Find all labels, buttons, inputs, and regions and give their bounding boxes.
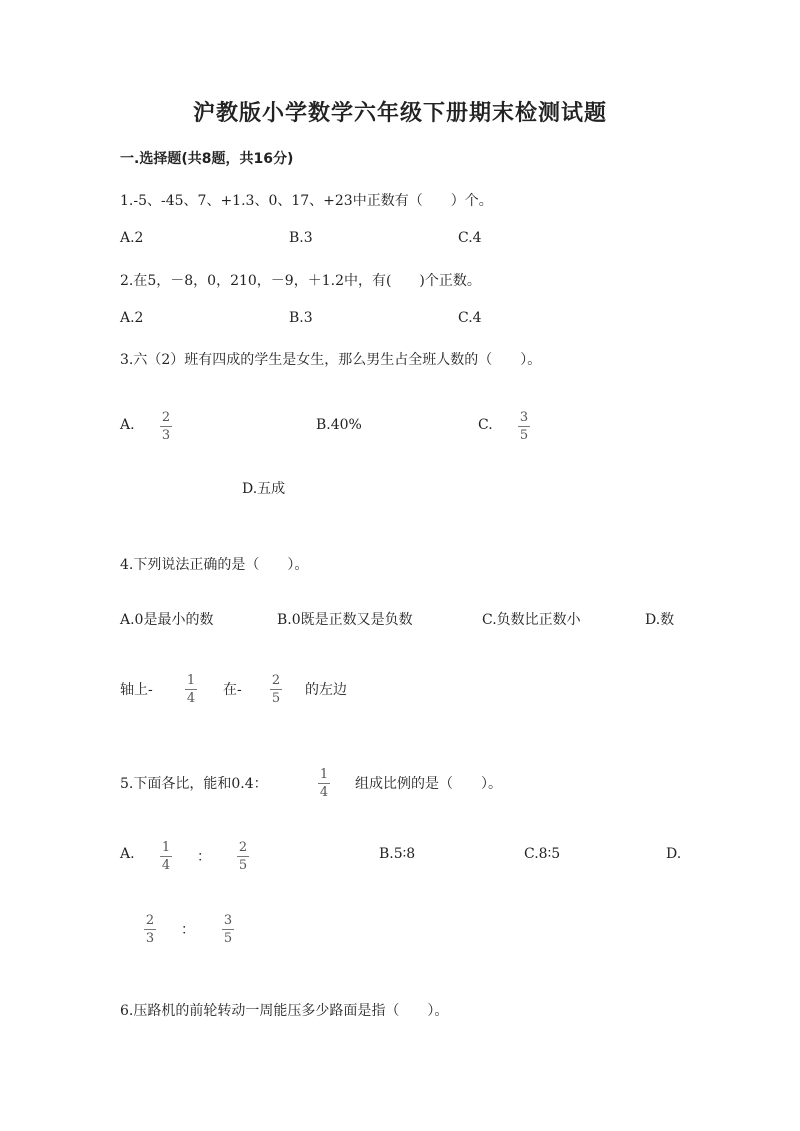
- q4-option-d-cont-3: 的左边: [305, 682, 347, 698]
- q5-option-d-label: D.: [666, 846, 682, 862]
- q4-fraction-2: [270, 673, 282, 706]
- fraction-numerator: 1: [161, 840, 171, 855]
- q5-fraction: [318, 767, 330, 800]
- question-3: 3.六（2）班有四成的学生是女生，那么男生占全班人数的（ ）。: [120, 352, 542, 368]
- q4-option-d: D.数: [645, 612, 675, 628]
- fraction-denominator: 5: [223, 931, 233, 946]
- fraction-numerator: 3: [519, 410, 529, 425]
- q5-option-b: B.5∶8: [379, 846, 416, 862]
- fraction-denominator: 4: [161, 858, 171, 873]
- question-4: 4.下列说法正确的是（ ）。: [120, 557, 309, 573]
- page-title: 沪教版小学数学六年级下册期末检测试题: [192, 101, 607, 126]
- q2-option-a: A.2: [120, 310, 144, 326]
- fraction-denominator: 3: [161, 428, 171, 443]
- q1-option-b: B.3: [289, 230, 313, 246]
- q4-fraction-1: [185, 673, 197, 706]
- q3-option-a-fraction: [160, 410, 172, 443]
- q3-option-d: D.五成: [242, 481, 286, 497]
- q1-option-c: C.4: [458, 230, 482, 246]
- q5-option-d-fraction-1: [144, 913, 156, 946]
- fraction-denominator: 3: [145, 931, 155, 946]
- fraction-denominator: 4: [319, 785, 329, 800]
- fraction-numerator: 1: [319, 767, 329, 782]
- fraction-numerator: 1: [186, 673, 196, 688]
- q4-option-b: B.0既是正数又是负数: [277, 612, 413, 628]
- q4-option-d-cont-2: 在-: [223, 682, 242, 698]
- question-5-part-2: 组成比例的是（ ）。: [355, 776, 502, 792]
- q5-option-d-colon: ：: [181, 922, 195, 938]
- q5-option-a-colon: ：: [197, 849, 211, 865]
- fraction-numerator: 2: [145, 913, 155, 928]
- q4-option-a: A.0是最小的数: [120, 612, 214, 628]
- q4-option-d-cont-1: 轴上-: [120, 682, 153, 698]
- fraction-denominator: 4: [186, 691, 196, 706]
- fraction-denominator: 5: [519, 428, 529, 443]
- q4-option-c: C.负数比正数小: [482, 612, 581, 628]
- q3-option-c-fraction: [518, 410, 530, 443]
- fraction-denominator: 5: [271, 691, 281, 706]
- q5-option-a-label: A.: [120, 846, 135, 862]
- q5-option-a-fraction-2: [237, 840, 249, 873]
- q3-option-c-label: C.: [478, 417, 493, 433]
- q2-option-b: B.3: [289, 310, 313, 326]
- q5-option-d-fraction-2: [222, 913, 234, 946]
- q3-option-b: B.40%: [316, 417, 362, 433]
- q5-option-c: C.8∶5: [524, 846, 561, 862]
- q1-option-a: A.2: [120, 230, 144, 246]
- fraction-numerator: 2: [271, 673, 281, 688]
- fraction-numerator: 2: [238, 840, 248, 855]
- question-5-part-1: 5.下面各比，能和0.4：: [120, 776, 268, 792]
- question-2: 2.在5，－8，0，210，－9，＋1.2中，有( )个正数。: [120, 273, 481, 289]
- q5-option-a-fraction-1: [160, 840, 172, 873]
- fraction-numerator: 2: [161, 410, 171, 425]
- q2-option-c: C.4: [458, 310, 482, 326]
- fraction-denominator: 5: [238, 858, 248, 873]
- section-heading: 一.选择题(共8题，共16分): [120, 151, 294, 167]
- question-1: 1.-5、-45、7、+1.3、0、17、+23中正数有（ ）个。: [120, 193, 493, 209]
- question-6: 6.压路机的前轮转动一周能压多少路面是指（ ）。: [120, 1003, 449, 1019]
- fraction-numerator: 3: [223, 913, 233, 928]
- q3-option-a-label: A.: [120, 417, 135, 433]
